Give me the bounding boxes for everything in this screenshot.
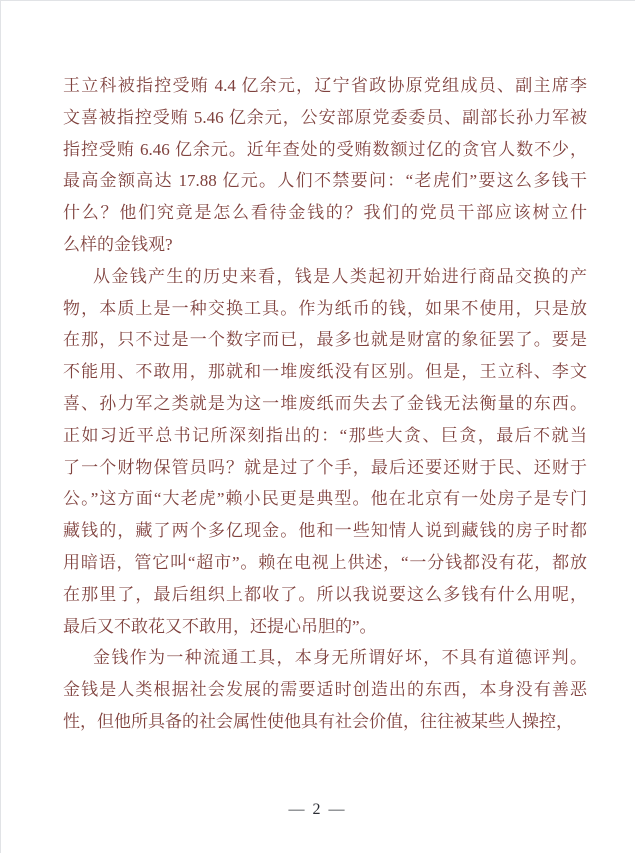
text-line: 王立科被指控受贿 4.4 亿余元，辽宁省政协原党组成员、副主席李 — [63, 76, 587, 95]
text-line: 金钱是人类根据社会发展的需要适时创造出的东西，本身没有善恶 — [63, 680, 587, 700]
text-line: 文喜被指控受贿 5.46 亿余元，公安部原党委委员、副部长孙力军被 — [63, 107, 587, 127]
text-line: 在那里了，最后组织上都收了。所以我说要这么多钱有什么用呢， — [63, 584, 587, 604]
text-line: 喜、孙力军之类就是为这一堆废纸而失去了金钱无法衡量的东西。 — [63, 393, 587, 413]
text-line: 公。”这方面“大老虎”赖小民更是典型。他在北京有一处房子是专门 — [63, 489, 587, 509]
text-line: 什么？他们究竟是怎么看待金钱的？我们的党员干部应该树立什 — [63, 203, 587, 223]
text-line: 最高金额高达 17.88 亿元。人们不禁要问：“老虎们”要这么多钱干 — [63, 171, 587, 191]
text-line: 从金钱产生的历史来看，钱是人类起初开始进行商品交换的产 — [93, 266, 587, 286]
text-line: 物，本质上是一种交换工具。作为纸币的钱，如果不使用，只是放 — [63, 298, 587, 318]
text-line: 正如习近平总书记所深刻指出的：“那些大贪、巨贪，最后不就当 — [63, 425, 587, 445]
text-line: 藏钱的，藏了两个多亿现金。他和一些知情人说到藏钱的房子时都 — [63, 521, 587, 541]
text-line: 金钱作为一种流通工具，本身无所谓好坏，不具有道德评判。 — [93, 648, 587, 668]
page-footer — [0, 801, 635, 819]
page-number: — 2 — — [288, 801, 347, 818]
document-body — [63, 70, 587, 738]
text-line: 在那，只不过是一个数字而已，最多也就是财富的象征罢了。要是 — [63, 330, 587, 350]
text-line: 最后又不敢花又不敢用，还提心吊胆的”。 — [63, 616, 377, 636]
text-line: 不能用、不敢用，那就和一堆废纸没有区别。但是，王立科、李文 — [63, 362, 587, 382]
text-line: 用暗语，管它叫“超市”。赖在电视上供述，“一分钱都没有花，都放 — [63, 552, 587, 572]
text-line: 指控受贿 6.46 亿余元。近年查处的受贿数额过亿的贪官人数不少， — [63, 139, 587, 159]
text-line: 了一个财物保管员吗？就是过了个手，最后还要还财于民、还财于 — [63, 457, 587, 477]
text-line: 性，但他所具备的社会属性使他具有社会价值，往往被某些人操控， — [63, 711, 573, 731]
text-line: 么样的金钱观? — [63, 234, 173, 254]
